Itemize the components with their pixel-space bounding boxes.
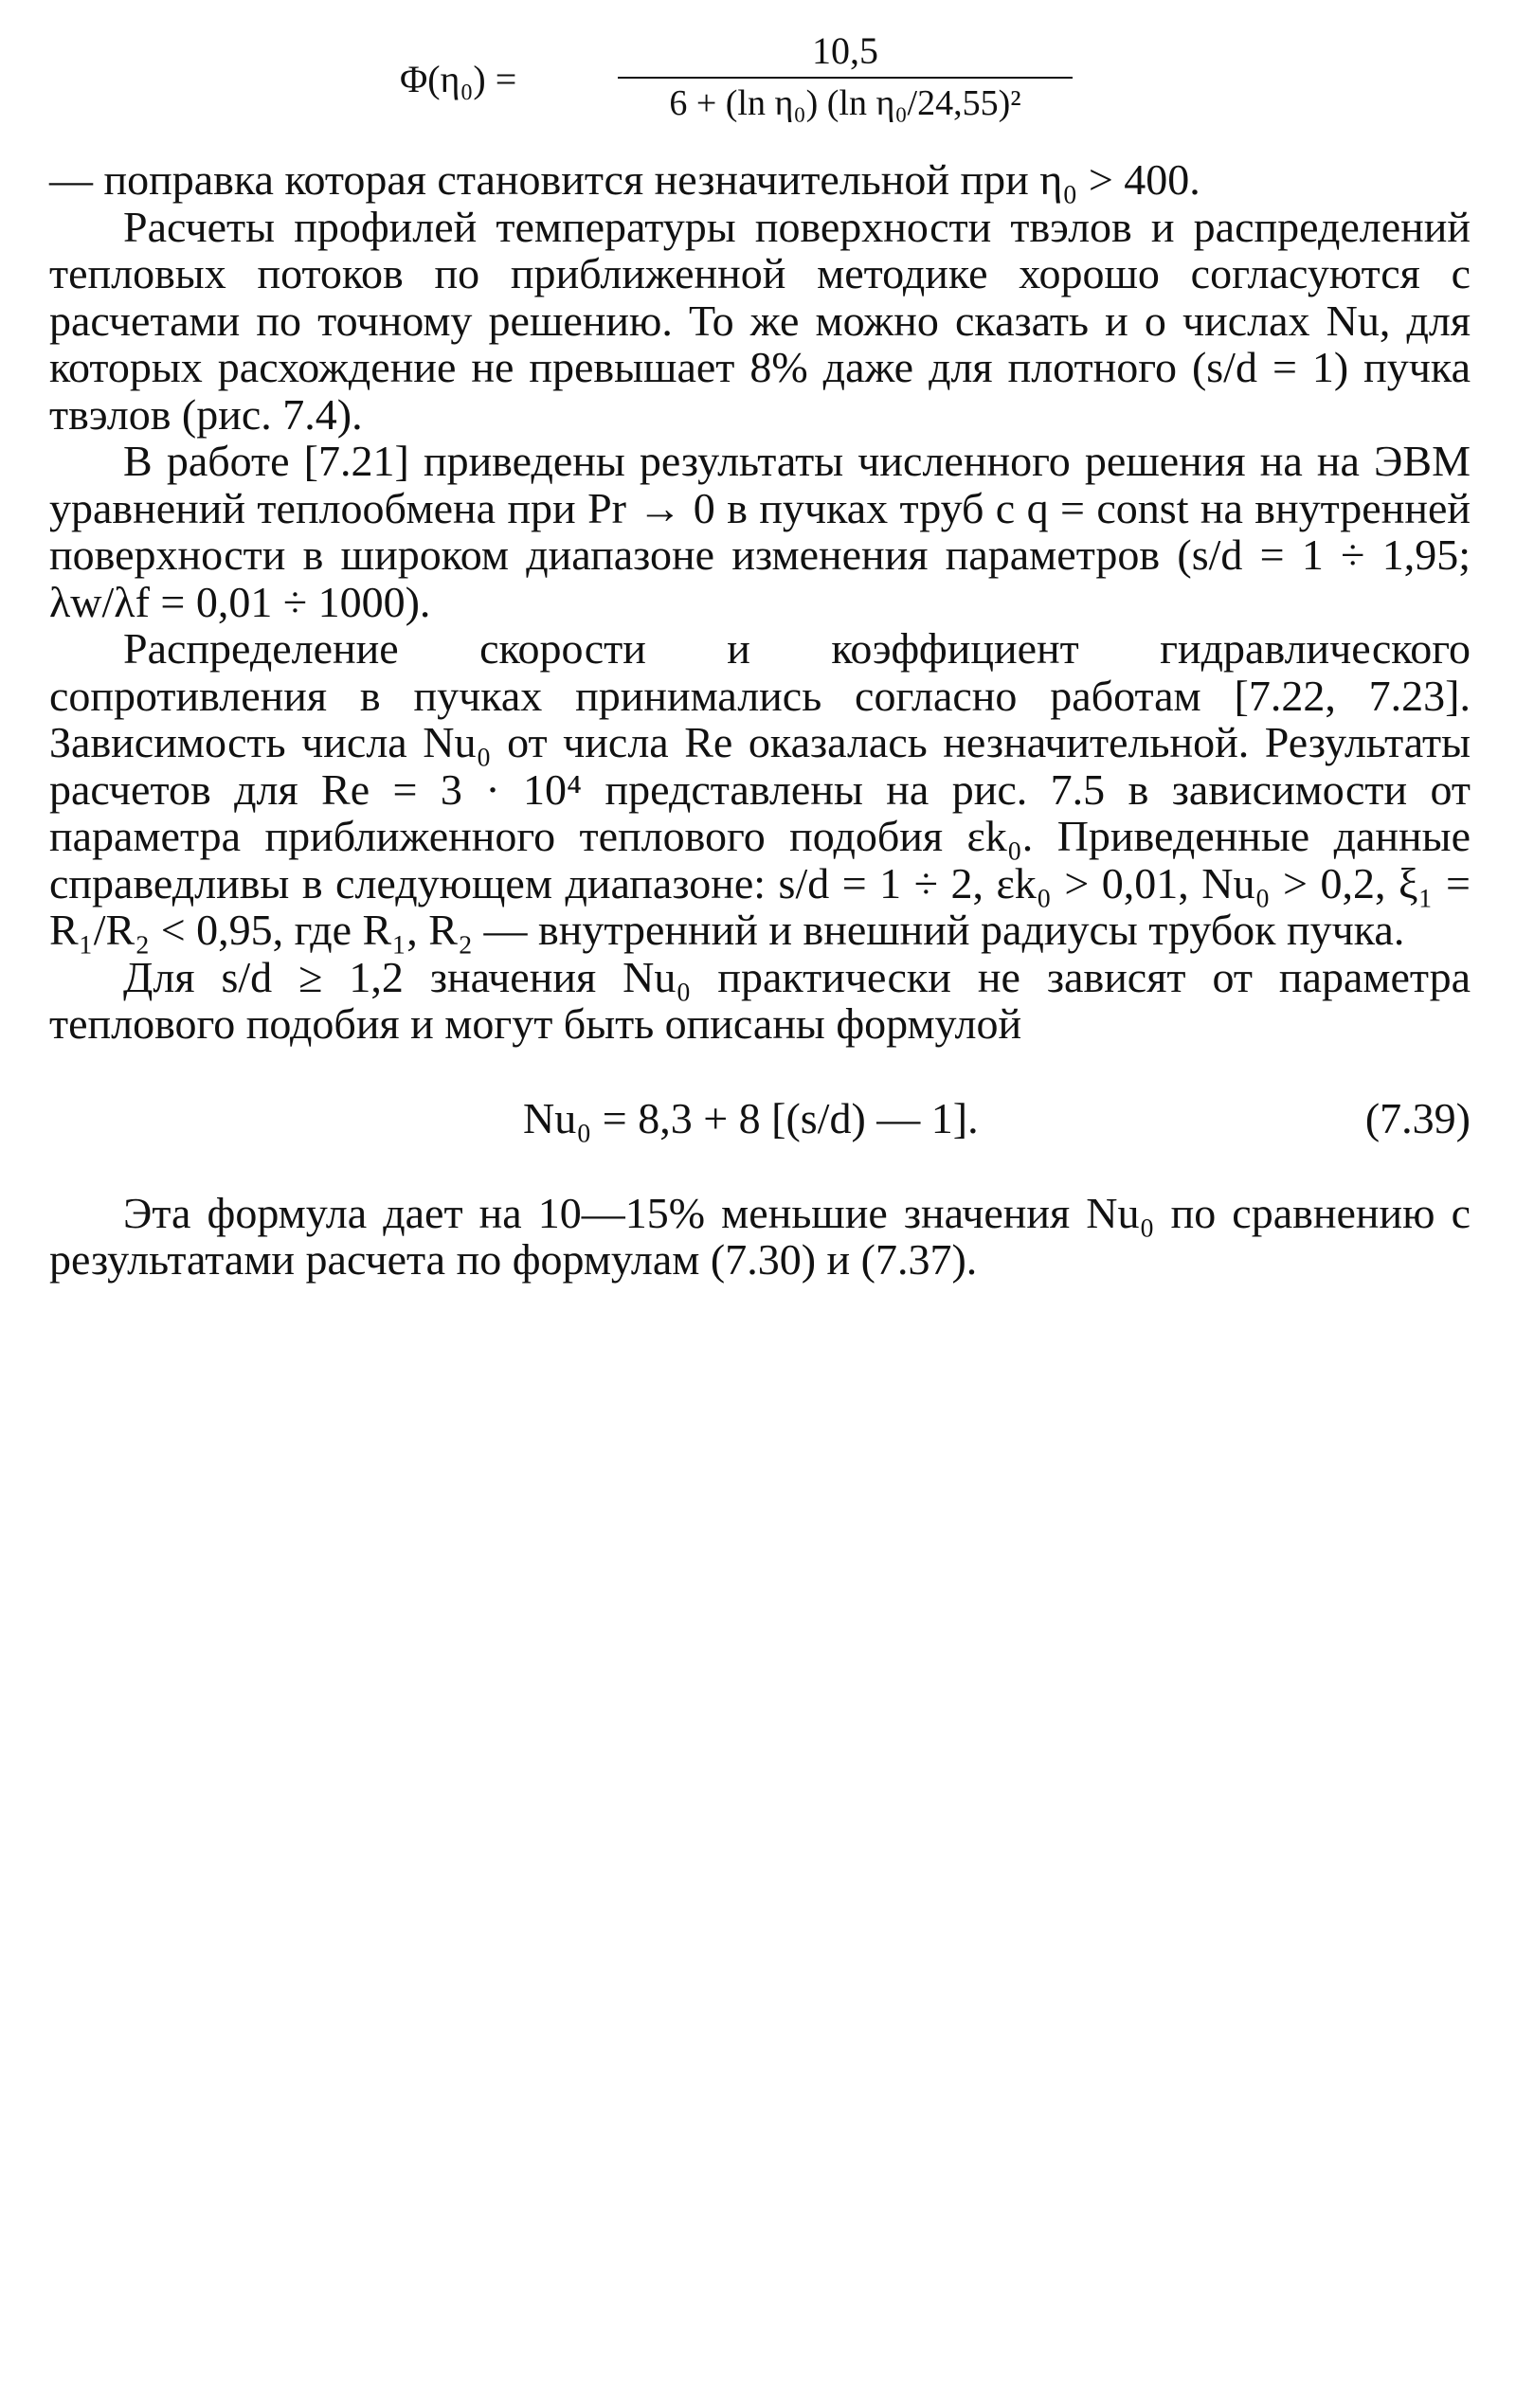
paragraph-temperature-profiles: Расчеты профилей температуры поверхности твэлов и распределений тепловых потоков по приближенной методике хорошо согласуются с расчетами по точному решению. То же можно сказать и о числах Nu, для которых расхождение не превышает 8% даже для плотного (s/d = 1) пучка твэлов (рис. 7.4).: [49, 202, 1471, 439]
formula-phi: [49, 28, 1471, 156]
equation-number: (7.39): [1364, 1093, 1471, 1142]
equation-text: Nu₀ = 8,3 + 8 [(s/d) — 1].: [523, 1093, 979, 1142]
formula-lhs: Φ(η₀) =: [400, 58, 517, 100]
paragraph-closing: Эта формула дает на 10—15% меньшие значения Nu₀ по сравнению с результатами расчета по формулам (7.30) и (7.37).: [49, 1188, 1471, 1284]
paragraph-velocity-distribution: Распределение скорости и коэффициент гидравлического сопротивления в пучках принимались согласно работам [7.22, 7.23]. Зависимость числа Nu₀ от числа Re оказалась незначительной. Результаты расчетов для Re = 3 · 10⁴ представлены на рис. 7.5 в зависимости от параметра приближенного теплового подобия εk₀. Приведенные данные справедливы в следующем диапазоне: s/d = 1 ÷ 2, εk₀ > 0,01, Nu₀ > 0,2, ξ₁ = R₁/R₂ < 0,95, где R₁, R₂ — внутренний и внешний радиусы трубок пучка.: [49, 624, 1471, 954]
paragraph-numerical-solution: В работе [7.21] приведены результаты численного решения на на ЭВМ уравнений теплообмена при Pr → 0 в пучках труб с q = const на внутренней поверхности в широком диапазоне изменения параметров (s/d = 1 ÷ 1,95; λw/λf = 0,01 ÷ 1000).: [49, 437, 1471, 626]
equation-7-39: [49, 1048, 1471, 1190]
formula-numerator: 10,5: [618, 28, 1073, 79]
formula-fraction: [599, 28, 1092, 124]
paragraph-correction-note: — поправка которая становится незначительной при η₀ > 400.: [49, 155, 1200, 204]
page: [49, 28, 1471, 1284]
paragraph-sd-values: Для s/d ≥ 1,2 значения Nu₀ практически не зависят от параметра теплового подобия и могут быть описаны формулой: [49, 952, 1471, 1048]
formula-denominator: 6 + (ln η₀) (ln η₀/24,55)²: [669, 83, 1021, 123]
